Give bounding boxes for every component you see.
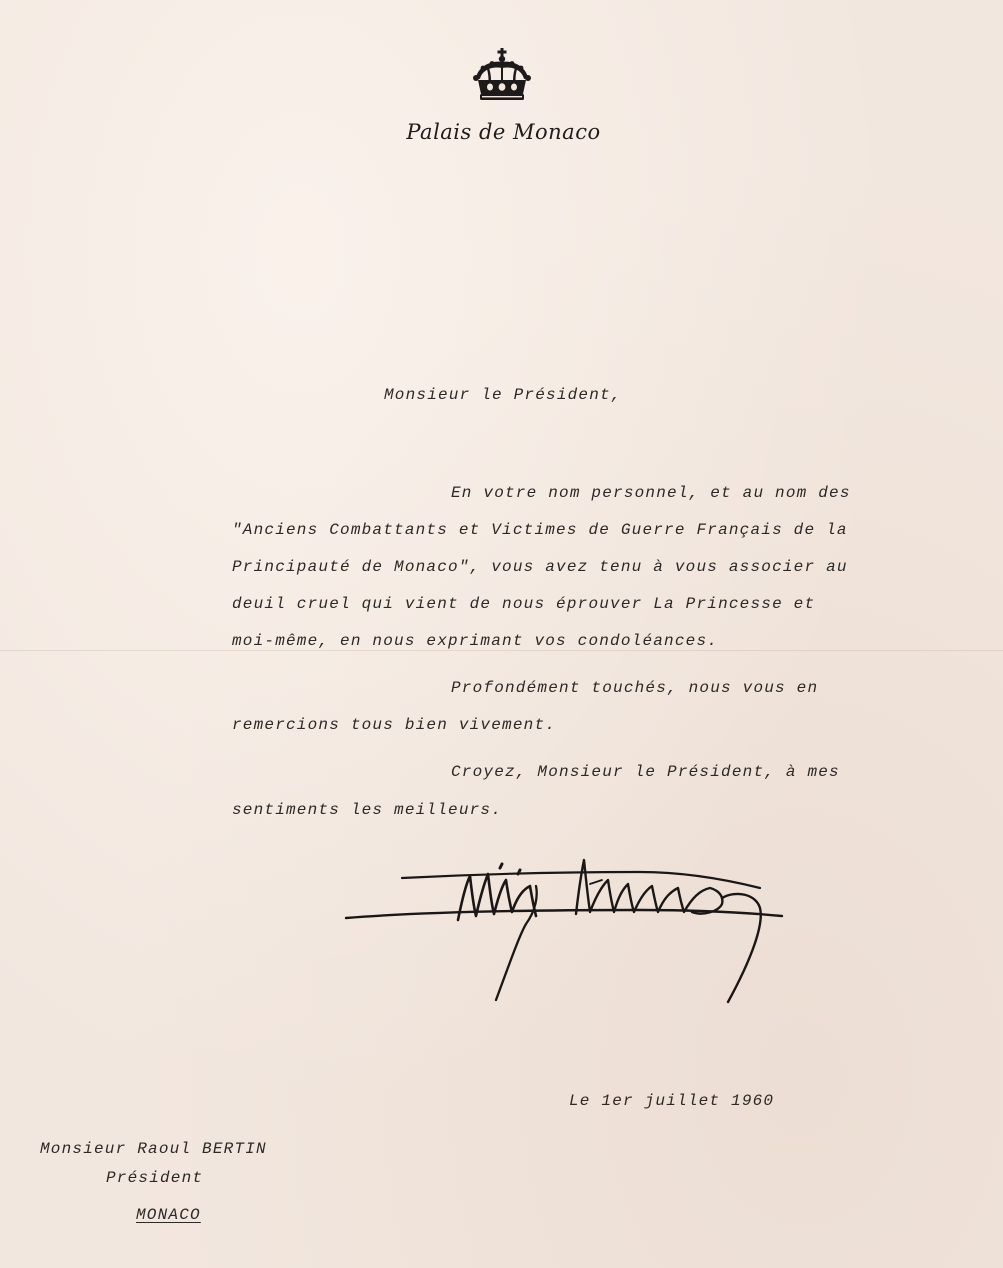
paragraph-1-line: moi-même, en nous exprimant vos condoléances. [232,632,719,650]
crown-icon [470,48,534,104]
recipient-name: Monsieur Raoul BERTIN [40,1140,267,1158]
paragraph-2-line: remercions tous bien vivement. [232,716,557,734]
paragraph-2-line: Profondément touchés, nous vous en [451,679,819,697]
recipient-title: Président [106,1169,204,1187]
paragraph-1-line: "Anciens Combattants et Victimes de Guerre Français de la [232,521,848,539]
salutation: Monsieur le Président, [384,386,622,404]
paragraph-1-line: En votre nom personnel, et au nom des [451,484,851,502]
letterhead-title: Palais de Monaco [406,120,601,144]
closing-line: Croyez, Monsieur le Président, à mes [451,763,840,781]
closing-line: sentiments les meilleurs. [232,801,503,819]
paragraph-1-line: deuil cruel qui vient de nous éprouver La Princesse et [232,595,816,613]
paper-fold-line [0,650,1003,651]
recipient-city: MONACO [136,1206,201,1224]
paragraph-1-line: Principauté de Monaco", vous avez tenu à vous associer au [232,558,848,576]
signature [340,850,790,1010]
letter-date: Le 1er juillet 1960 [569,1092,775,1110]
